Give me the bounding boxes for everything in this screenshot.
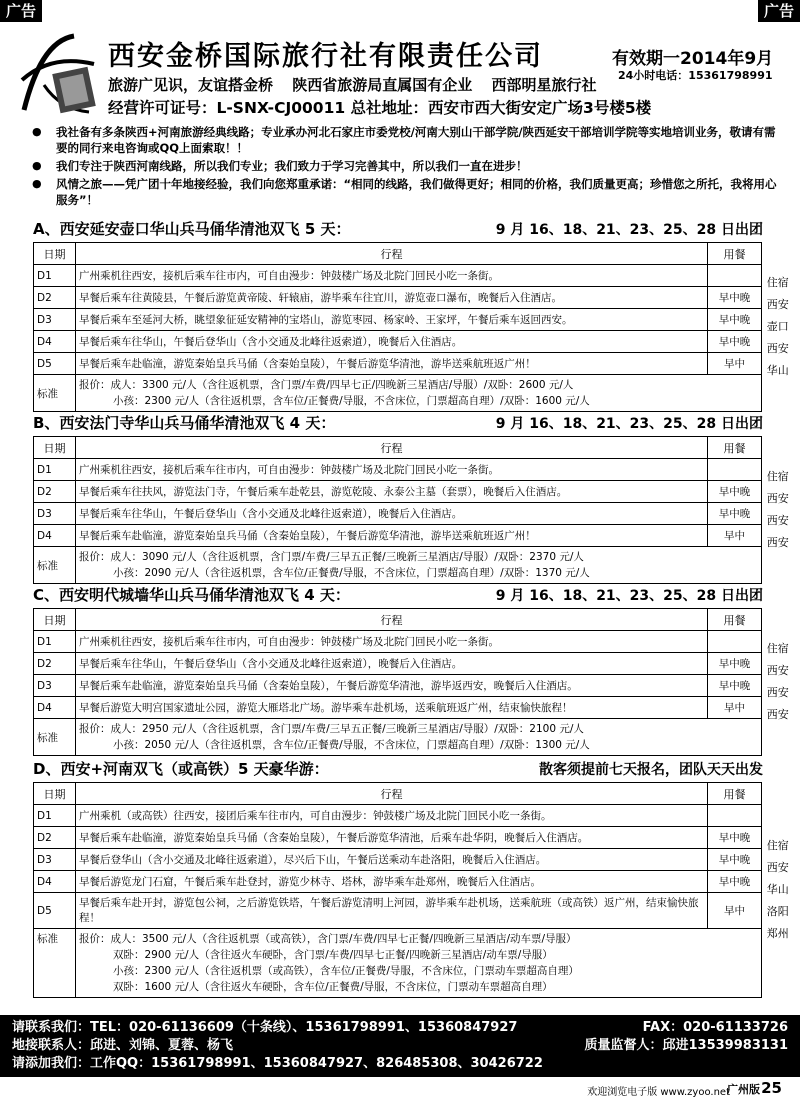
contact-footer xyxy=(0,1015,800,1077)
contact-phones: 请联系我们：TEL：020-61136609（十条线）、15361798991、15360847927 xyxy=(12,1020,518,1035)
meal-cell: 早中晚 xyxy=(708,503,762,525)
table-row xyxy=(34,459,794,481)
license-line: 经营许可证号：L-SNX-CJ00011 总社地址：西安市西大街安定广场3号楼5楼 xyxy=(108,99,652,117)
table-row xyxy=(34,805,794,827)
header-trip: 行程 xyxy=(76,437,708,459)
page-number: 25 xyxy=(761,1079,782,1097)
company-logo-icon xyxy=(14,30,102,120)
intro-item: ● 我们专注于陕西河南线路，所以我们专业；我们致力于学习完善其中，所以我们一直在进步！ xyxy=(26,158,781,174)
day-cell: D4 xyxy=(34,525,76,547)
price-line: 小孩：2300 元/人（含往返机票（或高铁），含车位/正餐费/导服，不含床位，门票动车票超高自理） xyxy=(113,965,579,977)
header-trip: 行程 xyxy=(76,243,708,265)
price-row xyxy=(34,719,794,756)
header-meal: 用餐 xyxy=(708,243,762,265)
day-cell: D2 xyxy=(34,481,76,503)
section-title-text: A、西安延安壶口华山兵马俑华清池双飞 5 天： xyxy=(33,220,351,238)
table-row xyxy=(34,653,794,675)
table-row xyxy=(34,481,794,503)
stay-item: 西安 xyxy=(766,664,789,677)
day-cell: D4 xyxy=(34,697,76,719)
meal-cell: 早中晚 xyxy=(708,653,762,675)
trip-cell: 广州乘机往西安，接机后乘车往市内，可自由漫步：钟鼓楼广场及北院门回民小吃一条街。 xyxy=(76,631,708,653)
header-day: 日期 xyxy=(34,243,76,265)
qq-contacts: 请添加我们：工作QQ：15361798991、15360847927、826485308、30426722 xyxy=(12,1056,543,1071)
header-meal: 用餐 xyxy=(708,783,762,805)
day-cell: D1 xyxy=(34,459,76,481)
header-stay: 住宿 xyxy=(766,839,789,852)
stay-item: 西安 xyxy=(766,708,789,721)
trip-cell: 早餐后游览龙门石窟，午餐后乘车赴登封，游览少林寺、塔林，游毕乘车赴郑州，晚餐后入住酒店。 xyxy=(76,871,708,893)
table-row xyxy=(34,675,794,697)
stay-item: 壶口 xyxy=(766,320,789,333)
stay-item: 西安 xyxy=(766,342,789,355)
stay-column xyxy=(762,437,794,584)
header-meal: 用餐 xyxy=(708,609,762,631)
price-line: 小孩：2300 元/人（含往返机票，含车位/正餐费/导服，不含床位，门票超高自理）/双卧：1600 元/人 xyxy=(113,395,590,407)
table-row xyxy=(34,697,794,719)
section-c-title xyxy=(33,584,793,606)
header-trip: 行程 xyxy=(76,609,708,631)
trip-cell: 早餐后乘车往华山，午餐后登华山（含小交通及北峰往返索道），晚餐后入住酒店。 xyxy=(76,653,708,675)
table-row xyxy=(34,849,794,871)
header-stay: 住宿 xyxy=(766,642,789,655)
stay-column xyxy=(762,609,794,756)
section-c-table xyxy=(33,608,794,756)
slogan-1: 旅游广见识，友谊搭金桥 xyxy=(108,76,274,94)
meal-cell xyxy=(708,805,762,827)
validity-date: 有效期一2014年9月 xyxy=(612,49,774,69)
meal-cell: 早中晚 xyxy=(708,309,762,331)
price-cell xyxy=(76,547,762,584)
price-cell xyxy=(76,375,762,412)
footer-row-qq xyxy=(12,1055,788,1073)
header-stay: 住宿 xyxy=(766,470,789,483)
section-d-title xyxy=(33,758,793,780)
price-line: 小孩：2050 元/人（含往返机票，含车位/正餐费/导服，不含床位，门票超高自理）/双卧：1300 元/人 xyxy=(113,739,590,751)
ad-label-left: 广告 xyxy=(0,0,42,22)
header-day: 日期 xyxy=(34,437,76,459)
local-contacts: 地接联系人：邱进、刘锦、夏蓉、杨飞 xyxy=(12,1038,234,1053)
price-line: 双卧：2900 元/人（含往返火车硬卧，含门票/车费/四早七正餐/四晚新三星酒店/动车票/导服） xyxy=(113,949,553,961)
price-row xyxy=(34,375,794,412)
section-dates: 9 月 16、18、21、23、25、28 日出团 xyxy=(495,222,763,238)
section-a-title xyxy=(33,218,793,240)
trip-cell: 早餐后乘车往黄陵县，午餐后游览黄帝陵、轩辕庙，游毕乘车往宜川，游览壶口瀑布，晚餐后入住酒店。 xyxy=(76,287,708,309)
table-row xyxy=(34,827,794,849)
stay-column xyxy=(762,243,794,412)
stay-item: 西安 xyxy=(766,861,789,874)
stay-item: 西安 xyxy=(766,298,789,311)
section-b-table xyxy=(33,436,794,584)
header-day: 日期 xyxy=(34,783,76,805)
stay-item: 西安 xyxy=(766,492,789,505)
table-row xyxy=(34,265,794,287)
section-title-text: B、西安法门寺华山兵马俑华清池双飞 4 天： xyxy=(33,414,336,432)
meal-cell: 早中晚 xyxy=(708,481,762,503)
price-cell xyxy=(76,719,762,756)
stay-item: 洛阳 xyxy=(766,905,789,918)
day-cell: D1 xyxy=(34,631,76,653)
meal-cell: 早中晚 xyxy=(708,287,762,309)
header xyxy=(0,22,800,122)
meal-cell: 早中晚 xyxy=(708,849,762,871)
table-row xyxy=(34,503,794,525)
edition-label: 广州版 xyxy=(727,1083,760,1096)
intro-list xyxy=(26,124,781,210)
meal-cell xyxy=(708,265,762,287)
section-title-text: D、西安+河南双飞（或高铁）5 天豪华游： xyxy=(33,760,329,778)
trip-cell: 早餐后乘车往扶风，游览法门寺，午餐后乘车赴乾县，游览乾陵、永泰公主墓（套票），晚餐后入住酒店。 xyxy=(76,481,708,503)
hotline: 24小时电话：15361798991 xyxy=(618,69,773,82)
price-label: 标准 xyxy=(34,375,76,412)
footer-row-contact xyxy=(12,1019,788,1037)
stay-item: 华山 xyxy=(766,883,789,896)
section-title-text: C、西安明代城墙华山兵马俑华清池双飞 4 天： xyxy=(33,586,350,604)
section-dates: 9 月 16、18、21、23、25、28 日出团 xyxy=(495,416,763,432)
bottom-bar xyxy=(0,1078,800,1100)
trip-cell: 早餐后登华山（含小交通及北峰往返索道），尽兴后下山，午餐后送乘动车赴洛阳，晚餐后入住酒店。 xyxy=(76,849,708,871)
meal-cell: 早中晚 xyxy=(708,675,762,697)
section-d-table xyxy=(33,782,794,998)
day-cell: D3 xyxy=(34,503,76,525)
price-row xyxy=(34,929,794,998)
stay-item: 西安 xyxy=(766,514,789,527)
slogan-line xyxy=(108,74,611,95)
stay-item: 华山 xyxy=(766,364,789,377)
day-cell: D4 xyxy=(34,871,76,893)
day-cell: D4 xyxy=(34,331,76,353)
meal-cell: 早中 xyxy=(708,893,762,929)
price-line: 报价：成人：3500 元/人（含往返机票（或高铁），含门票/车费/四早七正餐/四晚新三星酒店/动车票/导服） xyxy=(79,933,577,945)
trip-cell: 早餐后乘车往华山，午餐后登华山（含小交通及北峰往返索道），晚餐后入住酒店。 xyxy=(76,331,708,353)
intro-item: ● 风情之旅——凭广团十年地接经验，我们向您郑重承诺：“相同的线路，我们做得更好；相同的价格，我们质量更高；珍惜您之所托，我将用心服务”！ xyxy=(26,176,781,208)
day-cell: D5 xyxy=(34,353,76,375)
meal-cell xyxy=(708,459,762,481)
price-label: 标准 xyxy=(34,929,76,998)
table-row xyxy=(34,631,794,653)
trip-cell: 早餐后乘车赴开封，游览包公祠，之后游览铁塔，午餐后游览清明上河园，游毕乘车赴机场，送乘航班（或高铁）返广州，结束愉快旅程！ xyxy=(76,893,708,929)
meal-cell: 早中晚 xyxy=(708,871,762,893)
trip-cell: 早餐后乘车至延河大桥，眺望象征延安精神的宝塔山，游览枣园、杨家岭、王家坪，午餐后乘车返回西安。 xyxy=(76,309,708,331)
footer-row-local xyxy=(12,1037,788,1055)
slogan-2: 陕西省旅游局直属国有企业 xyxy=(292,76,473,94)
stay-item: 西安 xyxy=(766,536,789,549)
section-dates: 散客须提前七天报名，团队天天出发 xyxy=(539,762,763,778)
meal-cell: 早中 xyxy=(708,353,762,375)
trip-cell: 广州乘机（或高铁）往西安，接团后乘车往市内，可自由漫步：钟鼓楼广场及北院门回民小吃一条街。 xyxy=(76,805,708,827)
quality-supervisor: 质量监督人：邱进13539983131 xyxy=(584,1038,788,1053)
day-cell: D3 xyxy=(34,675,76,697)
stay-item: 郑州 xyxy=(766,927,789,940)
day-cell: D2 xyxy=(34,287,76,309)
section-b-title xyxy=(33,412,793,434)
price-row xyxy=(34,547,794,584)
table-row xyxy=(34,287,794,309)
meal-cell: 早中晚 xyxy=(708,331,762,353)
price-label: 标准 xyxy=(34,547,76,584)
website-link[interactable]: 欢迎浏览电子版 www.zyoo.net xyxy=(587,1087,730,1098)
header-stay: 住宿 xyxy=(766,276,789,289)
price-line: 双卧：1600 元/人（含往返火车硬卧，含车位/正餐费/导服，不含床位，门票动车票超高自理） xyxy=(113,981,553,993)
table-row xyxy=(34,525,794,547)
price-line: 报价：成人：2950 元/人（含往返机票，含门票/车费/三早五正餐/三晚新三星酒店/导服）/双卧：2100 元/人 xyxy=(79,723,584,735)
price-line: 报价：成人：3090 元/人（含往返机票，含门票/车费/三早五正餐/三晚新三星酒店/导服）/双卧：2370 元/人 xyxy=(79,551,584,563)
price-line: 报价：成人：3300 元/人（含往返机票，含门票/车费/四早七正/四晚新三星酒店/导服）/双卧：2600 元/人 xyxy=(79,379,574,391)
trip-cell: 早餐后乘车赴临潼，游览秦始皇兵马俑（含秦始皇陵），午餐后游览华清池，游毕送乘航班返广州！ xyxy=(76,353,708,375)
header-trip: 行程 xyxy=(76,783,708,805)
trip-cell: 早餐后游览大明宫国家遗址公园，游览大雁塔北广场。游毕乘车赴机场，送乘航班返广州，结束愉快旅程！ xyxy=(76,697,708,719)
table-row xyxy=(34,309,794,331)
stay-item: 西安 xyxy=(766,686,789,699)
slogan-3: 西部明星旅行社 xyxy=(491,76,597,94)
section-a-table xyxy=(33,242,794,412)
table-row xyxy=(34,893,794,929)
day-cell: D1 xyxy=(34,805,76,827)
day-cell: D2 xyxy=(34,827,76,849)
price-cell xyxy=(76,929,762,998)
meal-cell: 早中 xyxy=(708,525,762,547)
table-row xyxy=(34,331,794,353)
trip-cell: 广州乘机往西安，接机后乘车往市内，可自由漫步：钟鼓楼广场及北院门回民小吃一条街。 xyxy=(76,265,708,287)
day-cell: D1 xyxy=(34,265,76,287)
table-row xyxy=(34,871,794,893)
header-day: 日期 xyxy=(34,609,76,631)
fax: FAX：020-61133726 xyxy=(642,1020,788,1035)
intro-item: ● 我社备有多条陕西+河南旅游经典线路；专业承办河北石家庄市委党校/河南大别山干部学院/陕西延安干部培训学院等实地培训业务，敬请有需要的同行来电咨询或QQ上面索取！！ xyxy=(26,124,781,156)
section-dates: 9 月 16、18、21、23、25、28 日出团 xyxy=(495,588,763,604)
price-line: 小孩：2090 元/人（含往返机票，含车位/正餐费/导服，不含床位，门票超高自理）/双卧：1370 元/人 xyxy=(113,567,590,579)
meal-cell: 早中晚 xyxy=(708,827,762,849)
ad-label-right: 广告 xyxy=(758,0,800,22)
stay-column xyxy=(762,783,794,998)
meal-cell xyxy=(708,631,762,653)
day-cell: D2 xyxy=(34,653,76,675)
meal-cell: 早中 xyxy=(708,697,762,719)
trip-cell: 早餐后乘车赴临潼，游览秦始皇兵马俑（含秦始皇陵），午餐后游览华清池，游毕送乘航班返广州！ xyxy=(76,525,708,547)
table-row xyxy=(34,353,794,375)
trip-cell: 早餐后乘车往华山，午餐后登华山（含小交通及北峰往返索道），晚餐后入住酒店。 xyxy=(76,503,708,525)
trip-cell: 广州乘机往西安，接机后乘车往市内，可自由漫步：钟鼓楼广场及北院门回民小吃一条街。 xyxy=(76,459,708,481)
day-cell: D3 xyxy=(34,309,76,331)
price-label: 标准 xyxy=(34,719,76,756)
header-meal: 用餐 xyxy=(708,437,762,459)
trip-cell: 早餐后乘车赴临潼，游览秦始皇兵马俑（含秦始皇陵），午餐后游览华清池，游毕返西安，晚餐后入住酒店。 xyxy=(76,675,708,697)
company-name: 西安金桥国际旅行社有限责任公司 xyxy=(108,41,543,72)
day-cell: D5 xyxy=(34,893,76,929)
trip-cell: 早餐后乘车赴临潼，游览秦始皇兵马俑（含秦始皇陵），午餐后游览华清池，后乘车赴华阴，晚餐后入住酒店。 xyxy=(76,827,708,849)
day-cell: D3 xyxy=(34,849,76,871)
